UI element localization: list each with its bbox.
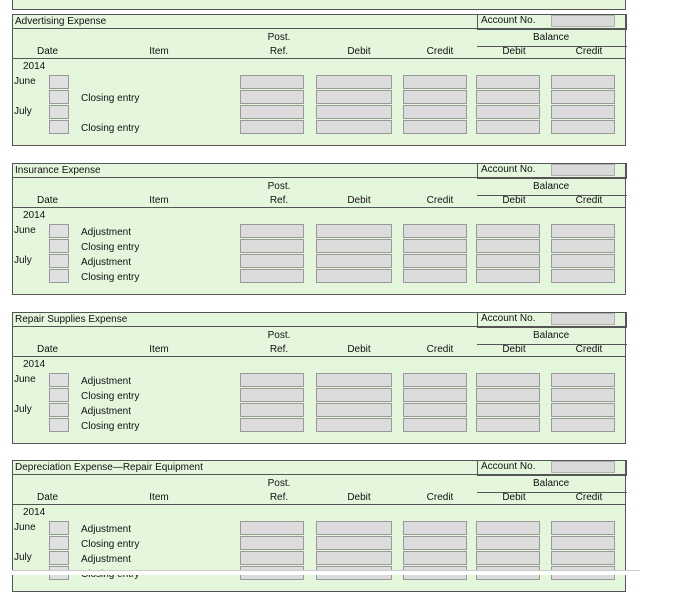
credit-input[interactable] <box>403 418 467 432</box>
item-label: Adjustment <box>81 227 132 238</box>
day-input[interactable] <box>49 388 69 402</box>
header-balance-debit: Debit <box>502 492 526 503</box>
header-post: Post. <box>267 32 291 43</box>
account-title: Repair Supplies Expense <box>15 314 128 325</box>
account-number-input[interactable] <box>551 164 615 176</box>
account-number-label: Account No. <box>481 15 536 26</box>
balance-debit-input[interactable] <box>476 403 540 417</box>
header-debit: Debit <box>347 492 371 503</box>
header-balance-credit: Credit <box>575 46 603 57</box>
account-number-box <box>477 163 627 179</box>
debit-input[interactable] <box>316 373 392 387</box>
balance-debit-input[interactable] <box>476 90 540 104</box>
month-label: July <box>14 552 32 563</box>
day-input[interactable] <box>49 105 69 119</box>
account-number-box <box>477 460 627 476</box>
month-label: June <box>14 522 36 533</box>
header-balance: Balance <box>533 181 570 192</box>
credit-input[interactable] <box>403 254 467 268</box>
balance-credit-input[interactable] <box>551 120 615 134</box>
ledger-insurance-expense <box>12 163 626 295</box>
post-ref-input[interactable] <box>240 521 304 535</box>
post-ref-input[interactable] <box>240 120 304 134</box>
account-number-input[interactable] <box>551 15 615 27</box>
header-post: Post. <box>267 181 291 192</box>
credit-input[interactable] <box>403 90 467 104</box>
post-ref-input[interactable] <box>240 403 304 417</box>
post-ref-input[interactable] <box>240 239 304 253</box>
debit-input[interactable] <box>316 269 392 283</box>
account-number-label: Account No. <box>481 313 536 324</box>
debit-input[interactable] <box>316 403 392 417</box>
balance-debit-input[interactable] <box>476 224 540 238</box>
month-label: June <box>14 76 36 87</box>
header-date: Date <box>37 46 59 57</box>
account-number-label: Account No. <box>481 461 536 472</box>
balance-debit-input[interactable] <box>476 105 540 119</box>
ledger-advertising-expense <box>12 14 626 146</box>
header-balance-credit: Credit <box>575 344 603 355</box>
credit-input[interactable] <box>403 521 467 535</box>
account-title: Advertising Expense <box>15 16 107 27</box>
debit-input[interactable] <box>316 521 392 535</box>
debit-input[interactable] <box>316 120 392 134</box>
debit-input[interactable] <box>316 418 392 432</box>
debit-input[interactable] <box>316 551 392 565</box>
day-input[interactable] <box>49 90 69 104</box>
debit-input[interactable] <box>316 254 392 268</box>
header-post: Post. <box>267 330 291 341</box>
balance-credit-input[interactable] <box>551 388 615 402</box>
account-number-input[interactable] <box>551 461 615 473</box>
header-ref: Ref. <box>269 344 289 355</box>
balance-debit-input[interactable] <box>476 521 540 535</box>
header-balance: Balance <box>533 32 570 43</box>
header-post: Post. <box>267 478 291 489</box>
balance-credit-input[interactable] <box>551 403 615 417</box>
item-label: Closing entry <box>81 123 140 134</box>
item-label: Adjustment <box>81 376 132 387</box>
balance-debit-input[interactable] <box>476 254 540 268</box>
header-balance-debit: Debit <box>502 344 526 355</box>
credit-input[interactable] <box>403 373 467 387</box>
balance-debit-input[interactable] <box>476 551 540 565</box>
day-input[interactable] <box>49 269 69 283</box>
credit-input[interactable] <box>403 551 467 565</box>
day-input[interactable] <box>49 536 69 550</box>
debit-input[interactable] <box>316 388 392 402</box>
credit-input[interactable] <box>403 75 467 89</box>
credit-input[interactable] <box>403 269 467 283</box>
header-ref: Ref. <box>269 195 289 206</box>
header-debit: Debit <box>347 46 371 57</box>
post-ref-input[interactable] <box>240 254 304 268</box>
header-credit: Credit <box>426 46 454 57</box>
day-input[interactable] <box>49 224 69 238</box>
day-input[interactable] <box>49 373 69 387</box>
account-number-box <box>477 312 627 328</box>
header-credit: Credit <box>426 344 454 355</box>
year-label: 2014 <box>23 210 46 221</box>
header-credit: Credit <box>426 492 454 503</box>
account-title: Depreciation Expense—Repair Equipment <box>15 462 203 473</box>
day-input[interactable] <box>49 120 69 134</box>
header-separator <box>13 504 625 505</box>
post-ref-input[interactable] <box>240 269 304 283</box>
post-ref-input[interactable] <box>240 388 304 402</box>
month-label: July <box>14 106 32 117</box>
day-input[interactable] <box>49 403 69 417</box>
balance-debit-input[interactable] <box>476 75 540 89</box>
debit-input[interactable] <box>316 90 392 104</box>
balance-credit-input[interactable] <box>551 90 615 104</box>
post-ref-input[interactable] <box>240 105 304 119</box>
balance-credit-input[interactable] <box>551 536 615 550</box>
balance-debit-input[interactable] <box>476 269 540 283</box>
item-label: Adjustment <box>81 257 132 268</box>
balance-credit-input[interactable] <box>551 521 615 535</box>
credit-input[interactable] <box>403 403 467 417</box>
page-bottom-edge <box>12 570 640 575</box>
balance-credit-input[interactable] <box>551 551 615 565</box>
header-balance-credit: Credit <box>575 195 603 206</box>
year-label: 2014 <box>23 507 46 518</box>
item-label: Closing entry <box>81 93 140 104</box>
item-label: Closing entry <box>81 421 140 432</box>
header-date: Date <box>37 344 59 355</box>
balance-credit-input[interactable] <box>551 254 615 268</box>
header-separator <box>13 207 625 208</box>
month-label: June <box>14 374 36 385</box>
header-balance-credit: Credit <box>575 492 603 503</box>
header-balance-debit: Debit <box>502 195 526 206</box>
account-number-input[interactable] <box>551 313 615 325</box>
balance-credit-input[interactable] <box>551 269 615 283</box>
month-label: July <box>14 404 32 415</box>
header-item: Item <box>149 344 169 355</box>
credit-input[interactable] <box>403 120 467 134</box>
debit-input[interactable] <box>316 536 392 550</box>
header-date: Date <box>37 492 59 503</box>
day-input[interactable] <box>49 254 69 268</box>
day-input[interactable] <box>49 521 69 535</box>
post-ref-input[interactable] <box>240 373 304 387</box>
header-separator <box>13 58 625 59</box>
previous-ledger-frame <box>12 0 626 10</box>
debit-input[interactable] <box>316 224 392 238</box>
post-ref-input[interactable] <box>240 536 304 550</box>
year-label: 2014 <box>23 61 46 72</box>
balance-debit-input[interactable] <box>476 239 540 253</box>
credit-input[interactable] <box>403 239 467 253</box>
item-label: Closing entry <box>81 242 140 253</box>
debit-input[interactable] <box>316 75 392 89</box>
month-label: July <box>14 255 32 266</box>
day-input[interactable] <box>49 75 69 89</box>
balance-debit-input[interactable] <box>476 373 540 387</box>
day-input[interactable] <box>49 551 69 565</box>
item-label: Closing entry <box>81 539 140 550</box>
header-item: Item <box>149 492 169 503</box>
day-input[interactable] <box>49 239 69 253</box>
credit-input[interactable] <box>403 105 467 119</box>
credit-input[interactable] <box>403 224 467 238</box>
item-label: Closing entry <box>81 391 140 402</box>
balance-credit-input[interactable] <box>551 105 615 119</box>
year-label: 2014 <box>23 359 46 370</box>
balance-credit-input[interactable] <box>551 75 615 89</box>
header-debit: Debit <box>347 195 371 206</box>
balance-debit-input[interactable] <box>476 536 540 550</box>
header-ref: Ref. <box>269 492 289 503</box>
header-balance: Balance <box>533 478 570 489</box>
balance-credit-input[interactable] <box>551 239 615 253</box>
day-input[interactable] <box>49 418 69 432</box>
ledger-repair-supplies-expense <box>12 312 626 444</box>
item-label: Adjustment <box>81 554 132 565</box>
credit-input[interactable] <box>403 388 467 402</box>
header-credit: Credit <box>426 195 454 206</box>
header-balance: Balance <box>533 330 570 341</box>
header-item: Item <box>149 195 169 206</box>
balance-debit-input[interactable] <box>476 418 540 432</box>
post-ref-input[interactable] <box>240 75 304 89</box>
account-number-box <box>477 14 627 30</box>
post-ref-input[interactable] <box>240 90 304 104</box>
balance-credit-input[interactable] <box>551 373 615 387</box>
item-label: Adjustment <box>81 524 132 535</box>
balance-debit-input[interactable] <box>476 120 540 134</box>
debit-input[interactable] <box>316 239 392 253</box>
header-item: Item <box>149 46 169 57</box>
debit-input[interactable] <box>316 105 392 119</box>
header-date: Date <box>37 195 59 206</box>
balance-debit-input[interactable] <box>476 388 540 402</box>
account-title: Insurance Expense <box>15 165 101 176</box>
item-label: Closing entry <box>81 272 140 283</box>
item-label: Adjustment <box>81 406 132 417</box>
header-debit: Debit <box>347 344 371 355</box>
balance-credit-input[interactable] <box>551 224 615 238</box>
balance-credit-input[interactable] <box>551 418 615 432</box>
header-separator <box>13 356 625 357</box>
header-balance-debit: Debit <box>502 46 526 57</box>
post-ref-input[interactable] <box>240 551 304 565</box>
header-ref: Ref. <box>269 46 289 57</box>
credit-input[interactable] <box>403 536 467 550</box>
account-number-label: Account No. <box>481 164 536 175</box>
month-label: June <box>14 225 36 236</box>
post-ref-input[interactable] <box>240 418 304 432</box>
post-ref-input[interactable] <box>240 224 304 238</box>
